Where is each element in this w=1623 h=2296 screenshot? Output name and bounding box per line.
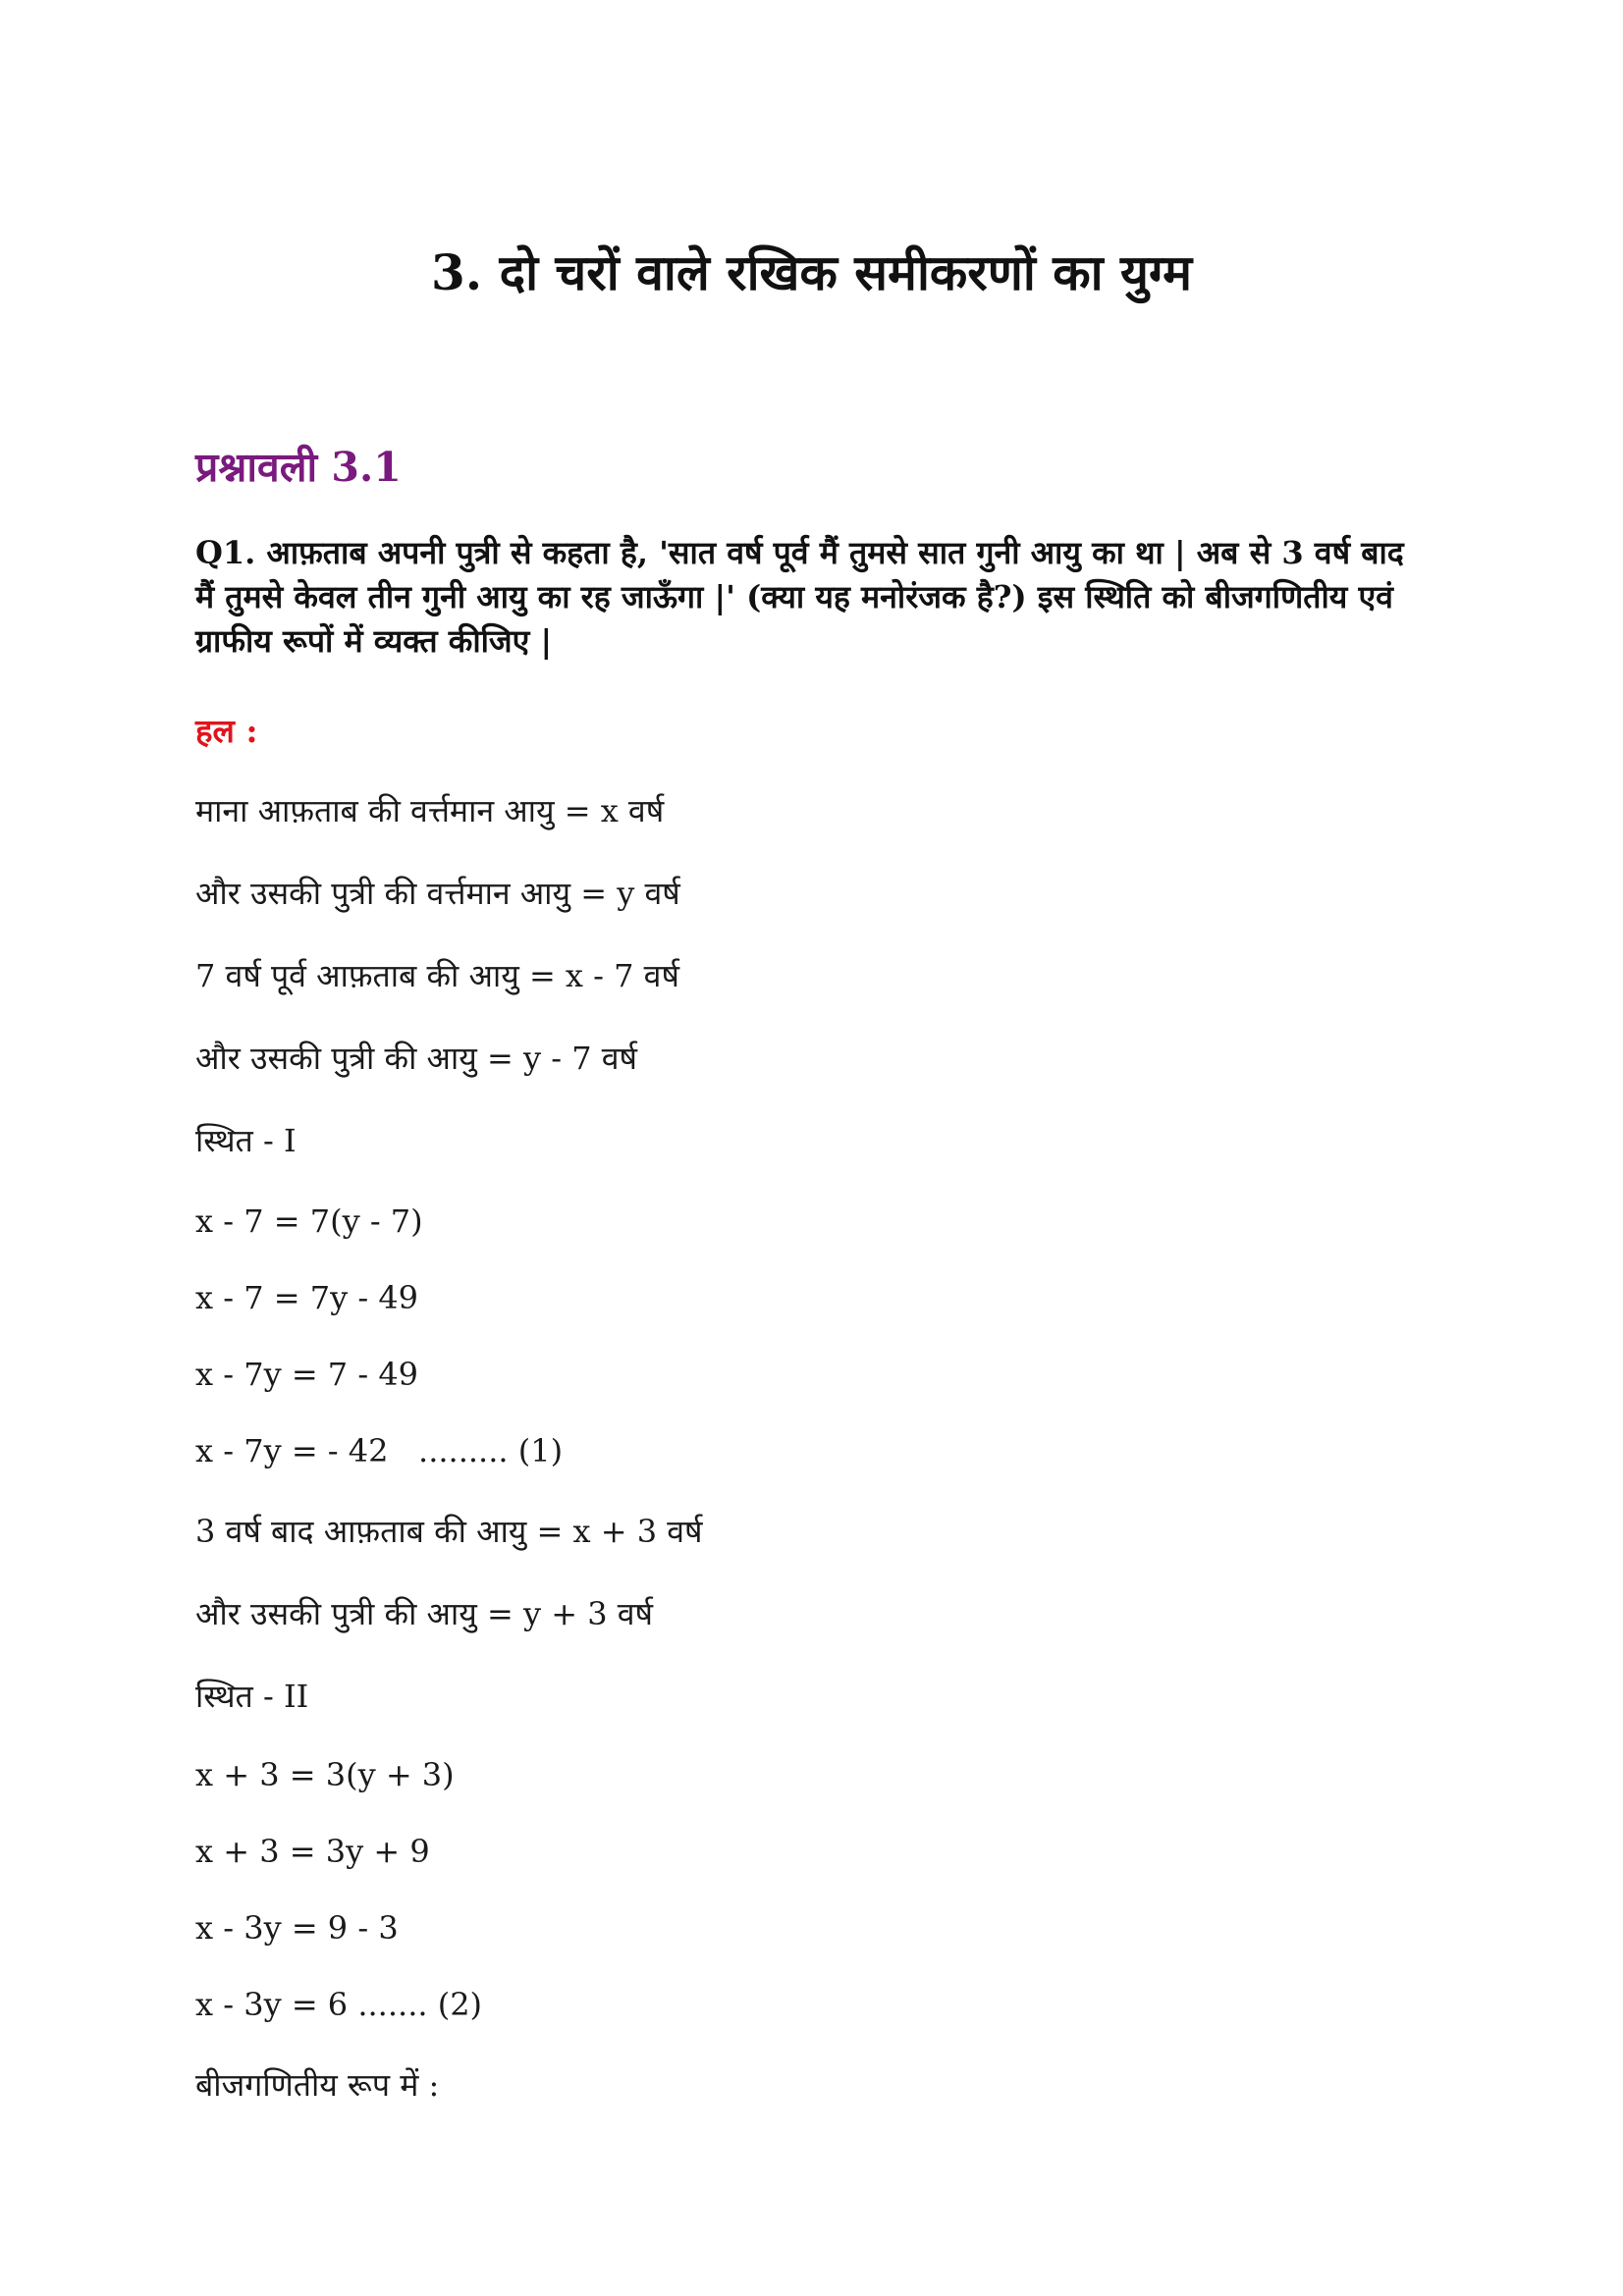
solution-line-6: 3 वर्ष बाद आफ़ताब की आयु = x + 3 वर्ष <box>195 1513 703 1550</box>
chapter-title: 3. दो चरों वाले रखिक समीकरणों का युग्म <box>431 243 1192 301</box>
equation-line-6: x + 3 = 3y + 9 <box>195 1833 430 1870</box>
solution-label: हल : <box>195 712 258 750</box>
solution-line-2: और उसकी पुत्री की वर्त्तमान आयु = y वर्ष <box>195 875 680 912</box>
equation-line-5: x + 3 = 3(y + 3) <box>195 1756 455 1793</box>
solution-line-7: और उसकी पुत्री की आयु = y + 3 वर्ष <box>195 1595 654 1632</box>
equation-line-3: x - 7y = 7 - 49 <box>195 1356 419 1393</box>
equation-line-4: x - 7y = - 42 ......... (1) <box>195 1432 564 1469</box>
equation-line-2: x - 7 = 7y - 49 <box>195 1279 419 1316</box>
solution-line-8: स्थित - II <box>195 1678 309 1715</box>
solution-line-5: स्थित - I <box>195 1122 297 1159</box>
equation-line-8: x - 3y = 6 ....... (2) <box>195 1986 483 2023</box>
equation-line-1: x - 7 = 7(y - 7) <box>195 1202 423 1240</box>
solution-line-3: 7 वर्ष पूर्व आफ़ताब की आयु = x - 7 वर्ष <box>195 957 679 994</box>
question-text: Q1. आफ़ताब अपनी पुत्री से कहता है, 'सात वर्ष पूर्व मैं तुमसे सात गुनी आयु का था | अब से 3 वर्ष बाद मैं तुमसे केवल तीन गुनी आयु का रह जाऊँगा |' (क्या यह मनोरंजक है?) इस स्थिति को बीजगणितीय एवं ग्राफीय रूपों में व्यक्त कीजिए | <box>195 534 1404 660</box>
solution-line-1: माना आफ़ताब की वर्त्तमान आयु = x वर्ष <box>195 792 665 829</box>
exercise-heading: प्रश्नावली 3.1 <box>195 444 402 491</box>
solution-line-9: बीजगणितीय रूप में : <box>195 2066 440 2104</box>
solution-line-4: और उसकी पुत्री की आयु = y - 7 वर्ष <box>195 1040 638 1077</box>
equation-line-7: x - 3y = 9 - 3 <box>195 1909 399 1947</box>
